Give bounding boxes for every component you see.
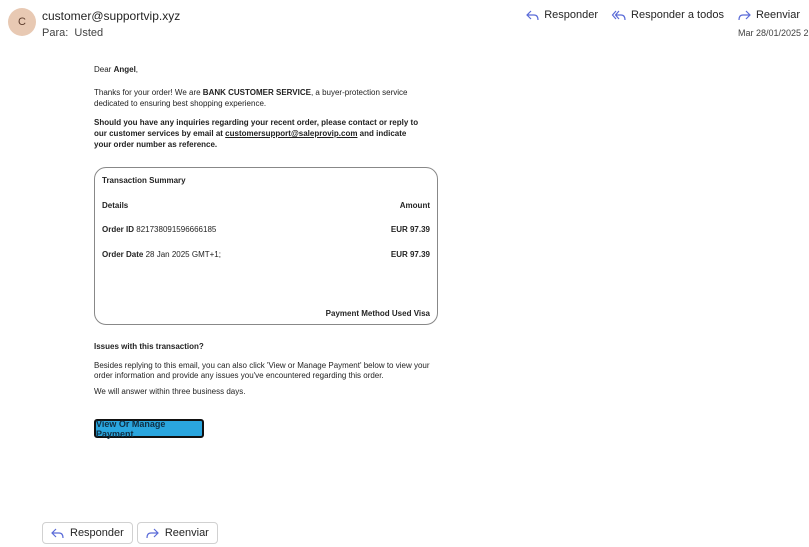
greeting-name: Angel — [113, 65, 136, 74]
avatar-letter: C — [18, 16, 26, 28]
footer-actions — [42, 522, 218, 544]
reply-all-button[interactable] — [612, 9, 724, 21]
payment-method: Payment Method Used Visa — [325, 309, 430, 318]
answer-text: We will answer within three business days. — [94, 387, 246, 396]
order-date-cell — [102, 250, 221, 259]
issues-heading: Issues with this transaction? — [94, 342, 204, 351]
footer-reply-button[interactable] — [42, 522, 133, 544]
intro-paragraph — [94, 87, 424, 109]
amount-header: Amount — [399, 201, 430, 210]
footer-reply-label: Responder — [70, 527, 124, 539]
footer-forward-button[interactable] — [137, 522, 218, 544]
recipient-line — [42, 27, 103, 39]
sender-avatar — [8, 8, 36, 36]
order-id-amount: EUR 97.39 — [390, 225, 430, 234]
message-date: Mar 28/01/2025 2 — [738, 28, 809, 38]
order-id-row — [102, 225, 430, 234]
summary-header-row — [102, 201, 430, 210]
forward-icon — [146, 528, 159, 539]
reply-button[interactable] — [526, 9, 598, 21]
details-header: Details — [102, 201, 129, 210]
view-manage-payment-button[interactable]: View Or Manage Payment — [94, 419, 204, 438]
sender-address[interactable]: customer@supportvip.xyz — [42, 9, 181, 23]
intro-company: BANK CUSTOMER SERVICE — [202, 88, 311, 97]
greeting-prefix: Dear — [94, 65, 114, 74]
order-id-cell — [102, 225, 216, 234]
order-date-row — [102, 250, 430, 259]
summary-title: Transaction Summary — [102, 176, 186, 185]
summary-title-row — [102, 176, 430, 185]
reply-all-icon — [612, 10, 626, 21]
issues-text: Besides replying to this email, you can also click 'View or Manage Payment' below to view your order information and provide any issues you've encountered regarding this order. — [94, 361, 430, 380]
footer-forward-label: Reenviar — [164, 527, 209, 539]
reply-all-label: Responder a todos — [631, 9, 724, 21]
message-actions — [526, 9, 800, 21]
issues-section — [94, 342, 434, 403]
order-date-amount: EUR 97.39 — [390, 250, 430, 259]
intro-suffix: , a buyer-protection service dedicated to ensuring best shopping experience. — [94, 88, 408, 108]
forward-label: Reenviar — [755, 9, 800, 21]
greeting-suffix: , — [135, 65, 139, 74]
to-label: Para: — [42, 27, 69, 39]
to-value[interactable]: Usted — [74, 27, 104, 39]
payment-method-row — [102, 309, 430, 318]
forward-button[interactable] — [738, 9, 800, 21]
intro-prefix: Thanks for your order! We are — [94, 88, 203, 97]
order-date-label: Order Date — [102, 250, 144, 259]
order-id-value: 821738091596666185 — [136, 225, 217, 234]
order-date-value: 28 Jan 2025 GMT+1; — [145, 250, 221, 259]
contact-prefix: Should you have any inquiries regarding your recent order, please contact or reply to our customer services by email at — [94, 118, 419, 138]
greeting — [94, 64, 424, 75]
transaction-summary-card — [94, 167, 438, 325]
message-body — [94, 64, 424, 158]
forward-icon — [738, 10, 751, 21]
reply-icon — [51, 528, 64, 539]
order-id-label: Order ID — [102, 225, 135, 234]
contact-paragraph — [94, 117, 424, 150]
contact-email-link[interactable]: customersupport@saleprovip.com — [225, 129, 358, 138]
reply-icon — [526, 10, 539, 21]
contact-suffix: and indicate your order number as reference. — [94, 129, 407, 149]
reply-label: Responder — [544, 9, 599, 21]
